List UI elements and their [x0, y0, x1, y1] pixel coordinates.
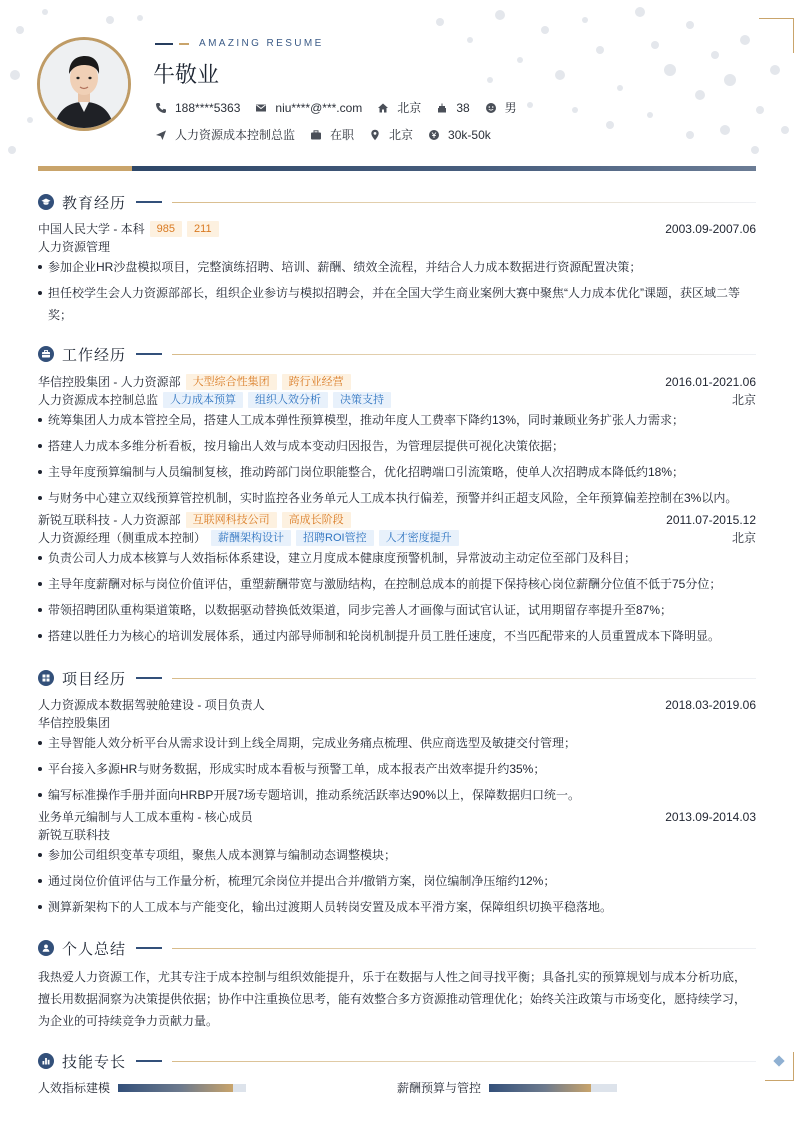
section-icon-badge — [38, 194, 54, 210]
section-header — [38, 344, 756, 364]
entry-header — [38, 808, 756, 826]
job-intention-row — [155, 126, 506, 143]
phone-icon — [155, 102, 167, 114]
list-item: 参加企业HR沙盘模拟项目，完整演练招聘、培训、薪酬、绩效全流程，并结合人力成本数据进行资源配置决策； — [38, 256, 756, 278]
status-text: 在职 — [330, 128, 355, 142]
hometown-text: 北京 — [397, 101, 422, 115]
project-entry — [38, 808, 756, 918]
briefcase-icon — [310, 129, 322, 141]
skill-bar-fill — [489, 1084, 591, 1092]
project-entry — [38, 696, 756, 806]
skill-item — [397, 1079, 756, 1096]
graduation-cap-icon — [41, 197, 51, 207]
entry-date: 2016.01-2021.06 — [665, 375, 756, 389]
tag-badge: 985 — [150, 221, 182, 237]
bullet-list — [38, 547, 756, 647]
tag-badge: 人力成本预算 — [163, 392, 243, 408]
hometown-item — [377, 99, 421, 116]
skill-bar-track — [489, 1084, 617, 1092]
list-item: 主导年度薪酬对标与岗位价值评估，重塑薪酬带宽与激励结构，在控制总成本的前提下保持核心岗位薪酬分位值不低于75分位； — [38, 573, 756, 595]
money-icon — [428, 129, 440, 141]
candidate-name: 牛敬业 — [153, 63, 220, 88]
list-item: 带领招聘团队重构渠道策略，以数据驱动替换低效渠道，同步完善人才画像与面试官认证，试用期留存率提升至87%； — [38, 599, 756, 621]
user-icon — [41, 943, 51, 953]
list-item: 搭建以胜任力为核心的培训发展体系，通过内部导师制和轮岗机制提升员工胜任速度，不当匹配带来的人员重置成本下降明显。 — [38, 625, 756, 647]
tagline-text: AMAZING RESUME — [199, 38, 324, 49]
section-line-short — [136, 1060, 162, 1062]
section-line-short — [136, 353, 162, 355]
section-line-short — [136, 201, 162, 203]
skill-label: 人效指标建模 — [38, 1081, 111, 1095]
education-section — [38, 192, 756, 330]
section-header — [38, 192, 756, 212]
mail-icon — [255, 102, 267, 114]
tag-badge: 组织人效分析 — [248, 392, 328, 408]
project-name: 业务单元编制与人工成本重构 - 核心成员 — [38, 810, 253, 824]
summary-section — [38, 938, 756, 1032]
list-item: 平台接入多源HR与财务数据，形成实时成本看板与预警工单，成本报表产出效率提升约35%； — [38, 758, 756, 780]
tag-badge: 薪酬架构设计 — [211, 530, 291, 546]
pin-icon — [369, 129, 381, 141]
skill-bar-track — [118, 1084, 246, 1092]
list-item: 通过岗位价值评估与工作量分析，梳理冗余岗位并提出合并/撤销方案，岗位编制净压缩约12%； — [38, 870, 756, 892]
company-name: 新锐互联科技 - 人力资源部 — [38, 513, 181, 527]
skill-label: 薪酬预算与管控 — [397, 1081, 482, 1095]
list-item: 主导智能人效分析平台从需求设计到上线全周期，完成业务痛点梳理、供应商选型及敏捷交付管理； — [38, 732, 756, 754]
section-icon-badge — [38, 1053, 54, 1069]
skills-list — [38, 1079, 756, 1096]
major-name: 人力资源管理 — [38, 240, 111, 254]
section-header — [38, 668, 756, 688]
section-line-short — [136, 677, 162, 679]
skills-section — [38, 1051, 756, 1096]
section-line-short — [136, 947, 162, 949]
role-header — [38, 529, 756, 547]
school-name: 中国人民大学 - 本科 — [38, 222, 145, 236]
tagline-line-navy — [155, 43, 173, 45]
avatar-portrait-icon — [40, 40, 128, 128]
age-text: 38 — [456, 100, 470, 115]
entry-title-group — [38, 220, 219, 238]
section-line-long — [172, 948, 756, 949]
role-name: 人力资源经理（侧重成本控制） — [38, 531, 207, 545]
tag-badge: 招聘ROI管控 — [296, 530, 374, 546]
cake-icon — [436, 102, 448, 114]
role-title-group — [38, 391, 391, 409]
work-entry — [38, 511, 756, 647]
projects-section — [38, 668, 756, 922]
section-title: 个人总结 — [62, 939, 127, 958]
list-item: 测算新架构下的人工成本与产能变化，输出过渡期人员转岗安置及成本平滑方案，保障组织切换平稳落地。 — [38, 896, 756, 918]
entry-header — [38, 220, 756, 238]
project-organization: 华信控股集团 — [38, 716, 111, 730]
age-item — [436, 101, 469, 115]
city-item — [369, 126, 413, 143]
header-divider — [38, 166, 756, 171]
project-name: 人力资源成本数据驾驶舱建设 - 项目负责人 — [38, 698, 265, 712]
summary-text: 我热爱人力资源工作，尤其专注于成本控制与组织效能提升，乐于在数据与人性之间寻找平衡；具备扎实的预算规划与成本分析功底，擅长用数据洞察为决策提供依据；协作中注重换位思考，能有效整合多方资源推动管理优化；始终关注政策与市场变化，愿持续学习，为企业的可持续竞争力贡献力量。 — [38, 970, 747, 1028]
bullet-list — [38, 844, 756, 918]
target-position-item — [155, 126, 295, 143]
smile-icon — [485, 102, 497, 114]
target-position-text: 人力资源成本控制总监 — [175, 128, 296, 142]
tag-badge: 高成长阶段 — [282, 512, 351, 528]
avatar — [37, 37, 131, 131]
resume-header — [0, 0, 794, 172]
entry-header — [38, 511, 756, 529]
section-icon-badge — [38, 940, 54, 956]
entry-header — [38, 696, 756, 714]
entry-title-group — [38, 511, 351, 529]
entry-date: 2013.09-2014.03 — [665, 810, 756, 824]
entry-date: 2003.09-2007.06 — [665, 222, 756, 236]
gender-text: 男 — [504, 101, 517, 115]
work-entry — [38, 373, 756, 509]
skill-item — [38, 1079, 397, 1096]
tagline-line-gold — [179, 43, 189, 45]
skill-bar-fill — [118, 1084, 233, 1092]
email-item — [255, 101, 362, 115]
section-header — [38, 938, 756, 958]
entry-date: 2011.07-2015.12 — [666, 513, 756, 527]
salary-item — [428, 128, 491, 142]
resume-tagline — [155, 38, 324, 49]
list-item: 担任校学生会人力资源部部长，组织企业参访与模拟招聘会，并在全国大学生商业案例大赛中聚焦“人力成本优化”课题，获区域二等奖； — [38, 282, 756, 326]
bullet-list — [38, 256, 756, 326]
work-section — [38, 344, 756, 651]
section-title: 工作经历 — [62, 345, 127, 364]
phone-text: 188****5363 — [175, 100, 241, 115]
email-text: niu****@***.com — [275, 100, 363, 115]
home-icon — [377, 102, 389, 114]
entry-date: 2018.03-2019.06 — [665, 698, 756, 712]
phone-item — [155, 101, 240, 115]
list-item: 搭建人力成本多维分析看板，按月输出人效与成本变动归因报告，为管理层提供可视化决策依据； — [38, 435, 756, 457]
list-item: 编写标准操作手册并面向HRBP开展7场专题培训，推动系统活跃率达90%以上，保障数据归口统一。 — [38, 784, 756, 806]
list-item: 统筹集团人力成本管控全局，搭建人工成本弹性预算模型，推动年度人工费率下降约13%，同时兼顾业务扩张人力需求； — [38, 409, 756, 431]
tag-badge: 大型综合性集团 — [186, 374, 277, 390]
section-title: 教育经历 — [62, 193, 127, 212]
bullet-list — [38, 732, 756, 806]
entry-header — [38, 373, 756, 391]
section-line-long — [172, 202, 756, 203]
list-item: 主导年度预算编制与人员编制复核，推动跨部门岗位职能整合，优化招聘端口引流策略，使单人次招聘成本降低约18%； — [38, 461, 756, 483]
divider-gold-segment — [38, 166, 132, 171]
status-item — [310, 126, 354, 143]
entry-location: 北京 — [731, 393, 756, 407]
role-name: 人力资源成本控制总监 — [38, 393, 159, 407]
tag-badge: 跨行业经营 — [282, 374, 351, 390]
company-name: 华信控股集团 - 人力资源部 — [38, 375, 181, 389]
list-item: 负责公司人力成本核算与人效指标体系建设，建立月度成本健康度预警机制，异常波动主动定位至部门及科目； — [38, 547, 756, 569]
section-line-long — [172, 678, 756, 679]
section-icon-badge — [38, 670, 54, 686]
bar-chart-icon — [41, 1056, 51, 1066]
tag-badge: 211 — [187, 221, 219, 237]
bullet-list — [38, 409, 756, 509]
role-title-group — [38, 529, 459, 547]
project-organization: 新锐互联科技 — [38, 828, 111, 842]
gender-item — [485, 99, 517, 116]
tag-badge: 人才密度提升 — [379, 530, 459, 546]
entry-location: 北京 — [731, 531, 756, 545]
salary-text: 30k-50k — [448, 127, 491, 142]
grid-icon — [41, 673, 51, 683]
section-title: 技能专长 — [62, 1052, 127, 1071]
tag-badge: 决策支持 — [333, 392, 391, 408]
education-entry — [38, 220, 756, 326]
list-item: 与财务中心建立双线预算管控机制，实时监控各业务单元人工成本执行偏差，预警并纠正超支风险，全年预算偏差控制在3%以内。 — [38, 487, 756, 509]
contact-info-row — [155, 99, 532, 116]
section-line-long — [172, 1061, 756, 1062]
send-icon — [155, 129, 167, 141]
section-icon-badge — [38, 346, 54, 362]
role-header — [38, 391, 756, 409]
section-title: 项目经历 — [62, 669, 127, 688]
entry-title-group — [38, 373, 351, 391]
section-header — [38, 1051, 756, 1071]
divider-navy-segment — [132, 166, 756, 171]
city-text: 北京 — [389, 128, 414, 142]
tag-badge: 互联网科技公司 — [186, 512, 277, 528]
list-item: 参加公司组织变革专项组，聚焦人成本测算与编制动态调整模块； — [38, 844, 756, 866]
toolbox-icon — [41, 349, 51, 359]
section-line-long — [172, 354, 756, 355]
